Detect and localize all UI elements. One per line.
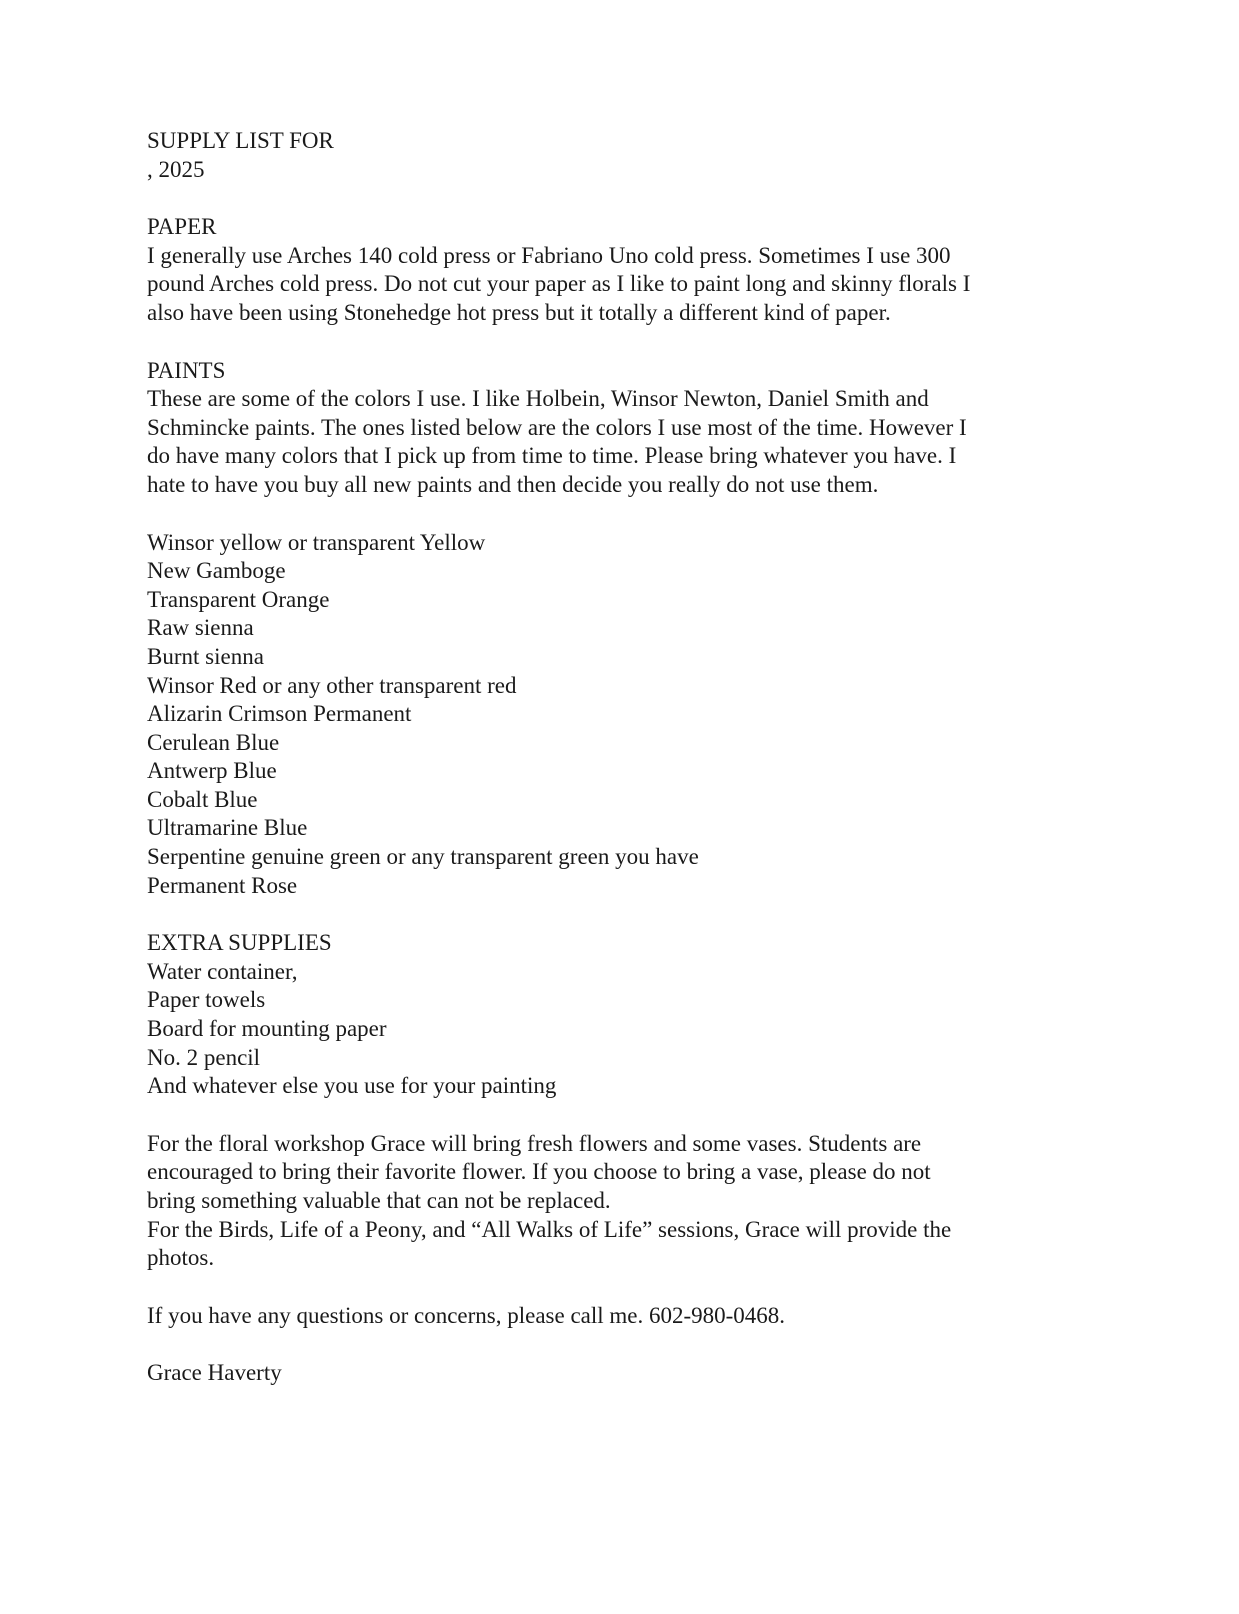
notes-section bbox=[147, 1130, 1067, 1273]
color-item: Raw sienna bbox=[147, 615, 254, 641]
color-item: New Gamboge bbox=[147, 558, 286, 584]
paper-heading: PAPER bbox=[147, 214, 217, 240]
color-item: Winsor yellow or transparent Yellow bbox=[147, 529, 486, 555]
color-item: Cobalt Blue bbox=[147, 786, 258, 812]
paints-heading: PAINTS bbox=[147, 357, 226, 383]
paper-text-line: also have been using Stonehedge hot press but it totally a different kind of paper. bbox=[147, 299, 891, 325]
color-item: Winsor Red or any other transparent red bbox=[147, 672, 517, 698]
sessions-note-line: For the Birds, Life of a Peony, and “All Walks of Life” sessions, Grace will provide the bbox=[147, 1216, 952, 1242]
color-list bbox=[147, 529, 1067, 901]
supply-item: And whatever else you use for your painting bbox=[147, 1073, 557, 1099]
signature: Grace Haverty bbox=[147, 1360, 282, 1386]
paints-text-line: do have many colors that I pick up from time to time. Please bring whatever you have. I bbox=[147, 443, 957, 469]
supply-item: Water container, bbox=[147, 958, 298, 984]
paints-text-line: hate to have you buy all new paints and then decide you really do not use them. bbox=[147, 471, 879, 497]
extra-supplies-heading: EXTRA SUPPLIES bbox=[147, 930, 332, 956]
extra-supplies-section bbox=[147, 929, 1067, 1101]
color-item: Ultramarine Blue bbox=[147, 815, 308, 841]
color-item: Alizarin Crimson Permanent bbox=[147, 701, 412, 727]
paper-text-line: pound Arches cold press. Do not cut your paper as I like to paint long and skinny florals I bbox=[147, 271, 971, 297]
floral-note-line: For the floral workshop Grace will bring fresh flowers and some vases. Students are bbox=[147, 1130, 922, 1156]
title-line: SUPPLY LIST FOR bbox=[147, 128, 334, 153]
title-block bbox=[147, 127, 1067, 184]
color-item: Burnt sienna bbox=[147, 643, 264, 669]
color-item: Transparent Orange bbox=[147, 586, 330, 612]
color-item: Serpentine genuine green or any transparent green you have bbox=[147, 844, 699, 870]
paper-section bbox=[147, 213, 1067, 327]
contact-line: If you have any questions or concerns, please call me. 602-980-0468. bbox=[147, 1302, 786, 1328]
supply-item: Paper towels bbox=[147, 987, 266, 1013]
paints-text-line: These are some of the colors I use. I like Holbein, Winsor Newton, Daniel Smith and bbox=[147, 386, 929, 412]
floral-note-line: encouraged to bring their favorite flower. If you choose to bring a vase, please do not bbox=[147, 1159, 931, 1185]
paper-text-line: I generally use Arches 140 cold press or Fabriano Uno cold press. Sometimes I use 300 bbox=[147, 242, 951, 268]
color-item: Antwerp Blue bbox=[147, 758, 277, 784]
sessions-note-line: photos. bbox=[147, 1245, 215, 1271]
paints-text-line: Schmincke paints. The ones listed below are the colors I use most of the time. However I bbox=[147, 414, 967, 440]
paints-section bbox=[147, 357, 1067, 500]
color-item: Permanent Rose bbox=[147, 872, 298, 898]
supply-list-document bbox=[147, 127, 1067, 1388]
supply-item: Board for mounting paper bbox=[147, 1016, 387, 1042]
supply-item: No. 2 pencil bbox=[147, 1044, 261, 1070]
color-item: Cerulean Blue bbox=[147, 729, 280, 755]
floral-note-line: bring something valuable that can not be replaced. bbox=[147, 1188, 611, 1213]
date-line: , 2025 bbox=[147, 156, 205, 182]
